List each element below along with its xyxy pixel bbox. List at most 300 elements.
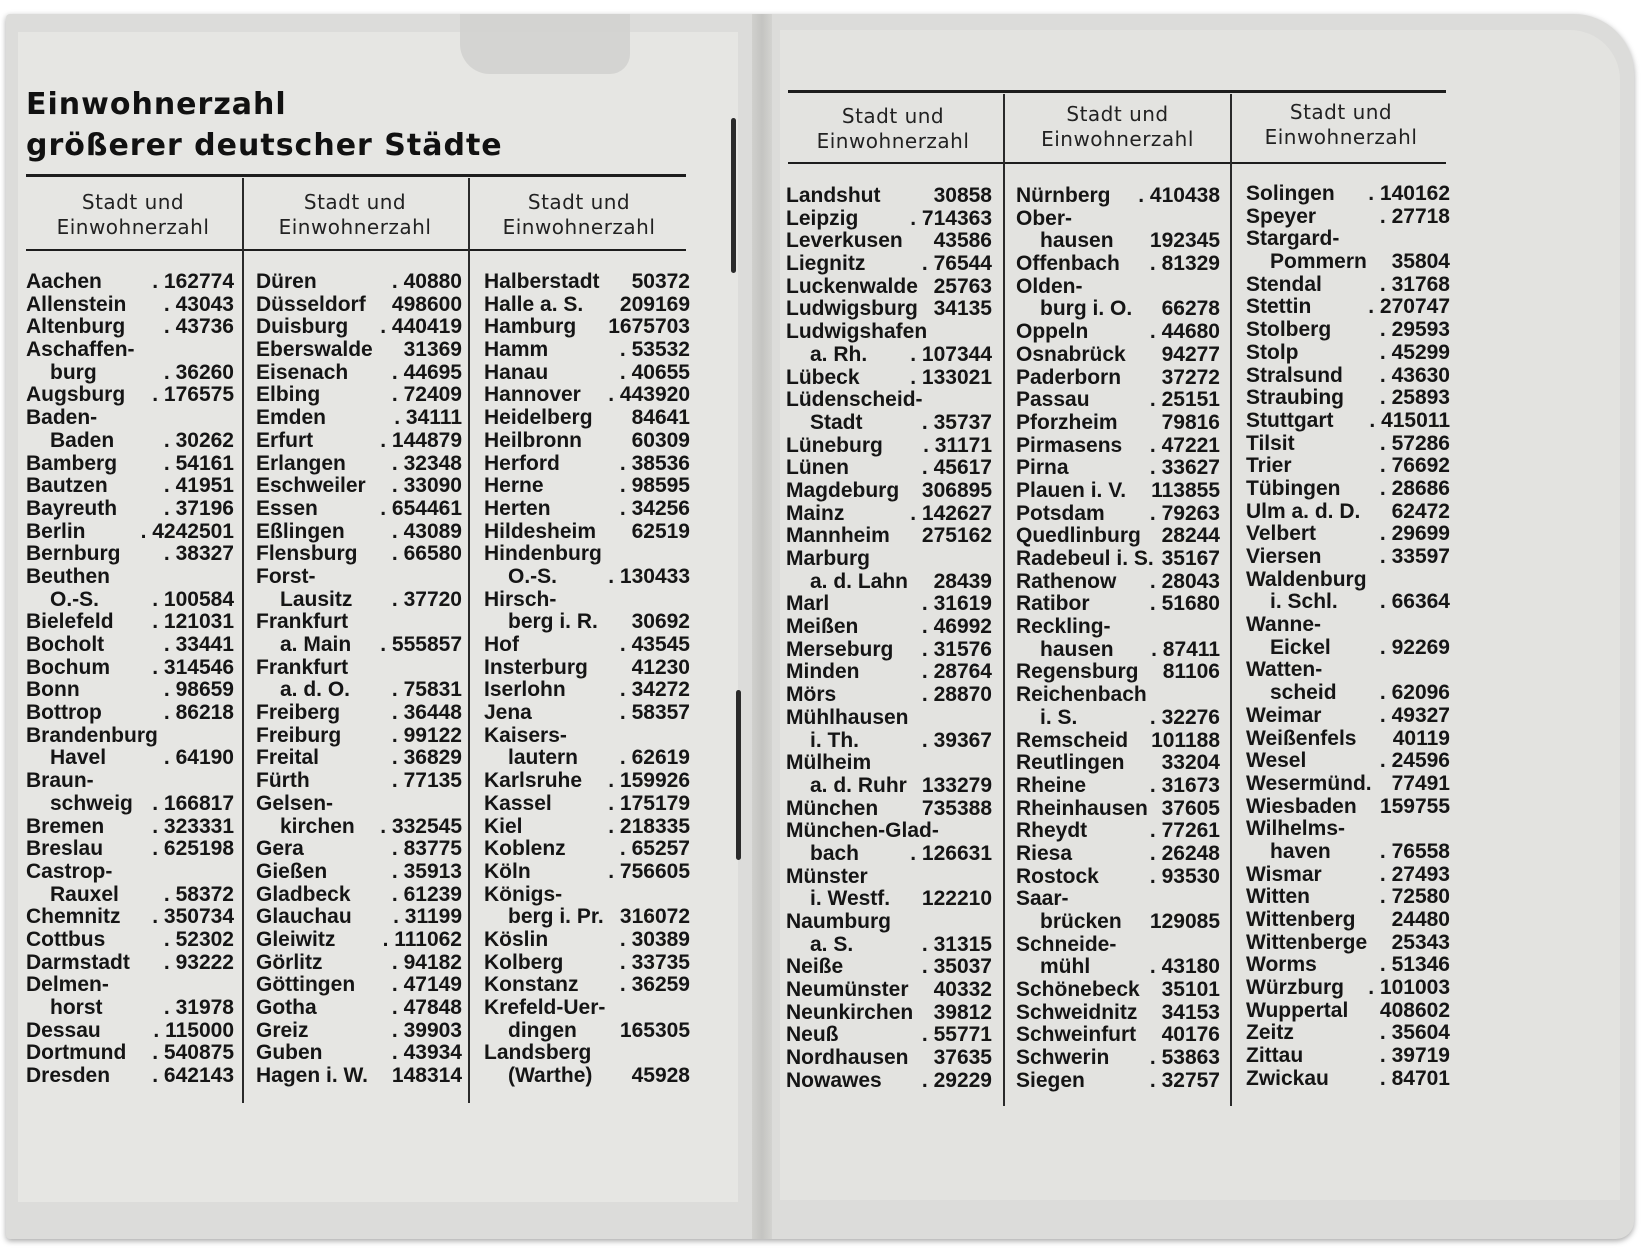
- population-value: . 218335: [608, 814, 690, 838]
- table-row: [26, 498, 234, 521]
- population-value: . 28764: [921, 660, 992, 684]
- population-value: . 332545: [380, 814, 462, 838]
- city-name: kirchen: [280, 814, 355, 838]
- population-value: . 30389: [619, 927, 690, 951]
- population-value: . 25893: [1379, 386, 1450, 410]
- population-value: . 53863: [1149, 1046, 1220, 1070]
- population-value: . 98659: [163, 678, 234, 702]
- city-name: Halle a. S.: [484, 292, 584, 316]
- city-name: Wanne-: [1246, 613, 1322, 637]
- population-value: 45928: [631, 1064, 690, 1088]
- table-row: [1246, 342, 1450, 365]
- city-name: Delmen-: [26, 973, 109, 997]
- table-row: [1246, 614, 1450, 637]
- city-name: Eberswalde: [256, 338, 373, 362]
- city-name: burg i. O.: [1040, 297, 1133, 321]
- city-name: Bautzen: [26, 474, 108, 498]
- table-row: [256, 384, 462, 407]
- city-name: Kiel: [484, 814, 523, 838]
- population-value: . 133021: [910, 365, 992, 389]
- city-name: Glauchau: [256, 905, 352, 929]
- table-row: [256, 884, 462, 907]
- table-row: [1246, 1022, 1450, 1045]
- header-line-2: Einwohnerzahl: [1041, 127, 1194, 151]
- table-row: [484, 861, 690, 884]
- table-row: [1246, 909, 1450, 932]
- population-value: . 52302: [163, 927, 234, 951]
- city-name: Riesa: [1016, 841, 1073, 865]
- population-value: . 176575: [152, 383, 234, 407]
- population-value: . 57286: [1379, 431, 1450, 455]
- table-row: [1246, 841, 1450, 864]
- city-name: Aschaffen-: [26, 338, 135, 362]
- city-name: Mannheim: [786, 524, 890, 548]
- population-value: 28244: [1161, 524, 1220, 548]
- population-value: . 33735: [619, 950, 690, 974]
- table-row: [786, 911, 992, 934]
- population-value: . 43736: [163, 315, 234, 339]
- city-name: Castrop-: [26, 859, 113, 883]
- population-value: 62472: [1391, 499, 1450, 523]
- city-name: Fürth: [256, 769, 310, 793]
- city-name: hausen: [1040, 229, 1114, 253]
- table-row: [786, 1024, 992, 1047]
- city-name: Gera: [256, 837, 304, 861]
- table-row: [256, 1065, 462, 1088]
- population-value: . 75831: [391, 678, 462, 702]
- table-row: [256, 589, 462, 612]
- header-line-2: Einwohnerzahl: [56, 215, 210, 239]
- city-name: Frankfurt: [256, 610, 349, 634]
- city-name: Mülheim: [786, 751, 872, 775]
- population-value: . 38327: [163, 542, 234, 566]
- table-row: [484, 816, 690, 839]
- table-row: [256, 475, 462, 498]
- population-value: 192345: [1149, 229, 1220, 253]
- city-name: Radebeul i. S.: [1016, 547, 1154, 570]
- population-value: 159755: [1379, 794, 1450, 818]
- city-name: Minden: [786, 660, 860, 684]
- city-name: Lüdenscheid-: [786, 388, 923, 412]
- population-value: . 62619: [619, 746, 690, 770]
- city-name: a. d. Lahn: [810, 569, 909, 593]
- table-row: [484, 906, 690, 929]
- population-value: . 714363: [910, 206, 992, 230]
- population-value: . 36448: [391, 701, 462, 725]
- table-row: [1016, 525, 1220, 548]
- population-value: . 77261: [1149, 819, 1220, 843]
- title-line-2: größerer deutscher Städte: [26, 128, 503, 163]
- city-name: Saar-: [1016, 887, 1069, 911]
- population-value: . 83775: [391, 837, 462, 861]
- header-line-1: Stadt und: [1289, 100, 1393, 124]
- population-value: . 28870: [921, 683, 992, 707]
- population-value: . 99122: [391, 723, 462, 747]
- table-row: [26, 747, 234, 770]
- population-value: . 270747: [1368, 295, 1450, 319]
- table-row: [26, 362, 234, 385]
- population-value: . 111062: [382, 927, 462, 951]
- population-value: . 31171: [923, 433, 992, 457]
- population-value: . 31199: [393, 905, 462, 929]
- table-row: [1016, 707, 1220, 730]
- city-name: Schweinfurt: [1016, 1023, 1137, 1047]
- population-value: 165305: [619, 1018, 690, 1042]
- population-value: . 72409: [391, 383, 462, 407]
- table-row: [1246, 954, 1450, 977]
- population-value: . 84701: [1379, 1066, 1450, 1090]
- city-name: Merseburg: [786, 637, 894, 661]
- city-name: Bernburg: [26, 542, 121, 566]
- city-name: Hamburg: [484, 315, 577, 339]
- city-name: Gladbeck: [256, 882, 351, 906]
- city-name: Regensburg: [1016, 660, 1139, 684]
- table-row: [26, 294, 234, 317]
- table-row: [26, 407, 234, 430]
- table-row: [26, 816, 234, 839]
- table-row: [786, 321, 992, 344]
- table-row: [1246, 523, 1450, 546]
- population-value: 33204: [1161, 751, 1220, 775]
- population-value: . 44695: [391, 360, 462, 384]
- table-row: [1016, 457, 1220, 480]
- population-value: . 39903: [391, 1018, 462, 1042]
- table-row: [484, 362, 690, 385]
- table-row: [1016, 1002, 1220, 1025]
- city-name: Nordhausen: [786, 1046, 909, 1070]
- population-value: . 33597: [1379, 545, 1450, 568]
- table-row: [256, 1042, 462, 1065]
- population-value: . 47221: [1149, 433, 1220, 457]
- table-row: [484, 453, 690, 476]
- table-row: [1246, 387, 1450, 410]
- table-row: [484, 952, 690, 975]
- city-name: Plauen i. V.: [1016, 478, 1127, 502]
- population-value: . 31673: [1149, 773, 1220, 797]
- city-name: Bonn: [26, 678, 80, 702]
- table-row: [786, 1047, 992, 1070]
- population-value: . 35737: [921, 410, 992, 434]
- city-name: Ludwigshafen: [786, 320, 928, 344]
- city-name: Köslin: [484, 927, 549, 951]
- population-value: . 100584: [152, 587, 234, 611]
- city-name: Königs-: [484, 882, 563, 906]
- population-value: . 24596: [1379, 749, 1450, 773]
- city-name: scheid: [1270, 681, 1337, 705]
- city-name: Stolp: [1246, 340, 1299, 364]
- table-row: [484, 974, 690, 997]
- city-name: Nowawes: [786, 1068, 882, 1092]
- city-name: Stolberg: [1246, 318, 1332, 342]
- city-name: Reichenbach: [1016, 683, 1147, 707]
- table-row: [256, 770, 462, 793]
- table-row: [1246, 886, 1450, 909]
- city-name: lautern: [508, 746, 579, 770]
- population-value: 113855: [1151, 478, 1220, 502]
- population-value: 40176: [1161, 1023, 1220, 1047]
- city-name: Forst-: [256, 564, 316, 588]
- city-name: Stettin: [1246, 295, 1312, 319]
- city-name: Mainz: [786, 501, 845, 525]
- table-row: [1246, 591, 1450, 614]
- table-row: [1246, 546, 1450, 569]
- city-name: Kaisers-: [484, 723, 567, 747]
- table-row: [1016, 866, 1220, 889]
- population-value: . 625198: [152, 837, 234, 861]
- table-row: [26, 861, 234, 884]
- table-row: [26, 657, 234, 680]
- header-line-2: Einwohnerzahl: [278, 215, 432, 239]
- population-value: 40332: [933, 978, 992, 1002]
- city-name: Offenbach: [1016, 252, 1120, 276]
- population-value: 148314: [391, 1064, 462, 1088]
- table-row: [1016, 1070, 1220, 1093]
- city-name: Lünen: [786, 456, 849, 480]
- city-name: i. Schl.: [1270, 590, 1338, 614]
- table-row: [26, 1020, 234, 1043]
- population-value: 40119: [1392, 726, 1450, 750]
- city-name: Rheydt: [1016, 819, 1088, 843]
- table-row: [256, 838, 462, 861]
- city-name: Eßlingen: [256, 519, 345, 543]
- city-name: Ludwigsburg: [786, 297, 918, 321]
- city-name: Gotha: [256, 996, 317, 1019]
- table-row: [256, 906, 462, 929]
- city-name: Velbert: [1246, 522, 1317, 546]
- population-value: . 43180: [1149, 955, 1220, 979]
- city-name: Wesermünd.: [1246, 771, 1372, 795]
- city-name: Bielefeld: [26, 610, 114, 634]
- city-name: Düren: [256, 270, 317, 293]
- book-spine: [752, 14, 772, 1239]
- table-row: [786, 707, 992, 730]
- population-value: . 35604: [1379, 1021, 1450, 1045]
- city-name: Görlitz: [256, 950, 323, 974]
- table-row: [26, 702, 234, 725]
- city-name: Cottbus: [26, 927, 106, 951]
- table-row: [484, 521, 690, 544]
- table-row: [1246, 773, 1450, 796]
- city-name: Stadt: [810, 410, 863, 434]
- table-row: [1016, 798, 1220, 821]
- population-value: . 31768: [1379, 272, 1450, 296]
- population-value: . 32276: [1149, 705, 1220, 729]
- city-name: Altenburg: [26, 315, 126, 339]
- table-row: [1016, 435, 1220, 458]
- city-name: schweig: [50, 791, 133, 815]
- population-value: . 415011: [1369, 408, 1450, 432]
- title-line-1: Einwohnerzahl: [26, 87, 287, 122]
- table-row: [786, 934, 992, 957]
- table-row: [786, 730, 992, 753]
- population-value: 41230: [631, 655, 690, 679]
- city-name: Waldenburg: [1246, 567, 1367, 591]
- table-row: [786, 389, 992, 412]
- city-name: Pirmasens: [1016, 433, 1123, 457]
- population-value: 50372: [631, 270, 690, 293]
- city-name: a. S.: [810, 932, 854, 956]
- table-row: [26, 566, 234, 589]
- column-header: [1236, 100, 1446, 150]
- city-name: Herford: [484, 451, 560, 475]
- population-value: . 115000: [153, 1018, 234, 1042]
- population-value: . 43545: [619, 633, 690, 656]
- city-name: Brandenburg: [26, 723, 158, 747]
- table-row: [1246, 433, 1450, 456]
- population-value: . 54161: [163, 451, 234, 475]
- table-row: [1016, 616, 1220, 639]
- city-name: Bocholt: [26, 633, 105, 656]
- table-row: [484, 679, 690, 702]
- population-value: . 101003: [1368, 976, 1450, 1000]
- table-row: [1016, 208, 1220, 231]
- population-value: . 86218: [163, 701, 234, 725]
- table-row: [484, 475, 690, 498]
- city-name: Ratibor: [1016, 592, 1090, 616]
- population-value: 30692: [631, 610, 690, 634]
- population-value: . 32348: [391, 451, 462, 475]
- table-row: [26, 339, 234, 362]
- table-row: [26, 906, 234, 929]
- city-name: Baden-: [26, 406, 98, 430]
- table-row: [786, 503, 992, 526]
- table-row: [1246, 319, 1450, 342]
- table-row: [786, 979, 992, 1002]
- city-name: Freiburg: [256, 723, 342, 747]
- city-name: Schneide-: [1016, 932, 1117, 956]
- population-value: . 79263: [1149, 501, 1220, 525]
- city-name: Bremen: [26, 814, 105, 838]
- table-row: [786, 1070, 992, 1093]
- population-value: . 175179: [608, 791, 690, 815]
- city-name: Mühlhausen: [786, 705, 909, 729]
- table-row: [256, 543, 462, 566]
- table-row: [26, 997, 234, 1020]
- city-name: Iserlohn: [484, 678, 566, 702]
- table-row: [26, 929, 234, 952]
- table-row: [1246, 455, 1450, 478]
- population-value: . 45299: [1379, 340, 1450, 364]
- table-row: [256, 498, 462, 521]
- population-value: . 142627: [910, 501, 992, 525]
- population-value: . 51346: [1379, 953, 1450, 977]
- city-name: Erfurt: [256, 428, 314, 452]
- city-name: Greiz: [256, 1018, 309, 1042]
- population-value: 34135: [933, 297, 992, 321]
- city-name: Frankfurt: [256, 655, 349, 679]
- table-row: [484, 1042, 690, 1065]
- table-row: [1246, 1000, 1450, 1023]
- population-value: . 47149: [391, 973, 462, 997]
- city-name: Eschweiler: [256, 474, 366, 498]
- population-value: 498600: [391, 292, 462, 316]
- population-value: . 350734: [152, 905, 234, 929]
- table-row: [1016, 1024, 1220, 1047]
- table-row: [484, 407, 690, 430]
- city-name: O.-S.: [508, 564, 558, 588]
- population-value: . 49327: [1379, 703, 1450, 727]
- population-value: . 443920: [608, 383, 690, 407]
- table-row: [1016, 321, 1220, 344]
- table-row: [786, 775, 992, 798]
- city-name: Paderborn: [1016, 365, 1122, 389]
- city-name: Dessau: [26, 1018, 101, 1042]
- population-value: . 27718: [1379, 204, 1450, 228]
- city-name: Schönebeck: [1016, 978, 1140, 1002]
- city-name: bach: [810, 841, 860, 865]
- city-name: Freiberg: [256, 701, 341, 725]
- table-row: [1016, 775, 1220, 798]
- population-value: 129085: [1149, 910, 1220, 933]
- city-name: a. Main: [280, 633, 352, 656]
- population-value: 43586: [933, 229, 992, 253]
- table-row: [1016, 911, 1220, 934]
- table-row: [26, 952, 234, 975]
- population-value: . 33441: [163, 633, 234, 656]
- population-value: . 46992: [921, 615, 992, 639]
- city-name: Weimar: [1246, 703, 1322, 727]
- city-column-3: [484, 271, 690, 1088]
- table-row: [786, 820, 992, 843]
- city-name: Bottrop: [26, 701, 102, 725]
- city-name: Havel: [50, 746, 107, 770]
- population-value: . 43089: [391, 519, 462, 543]
- city-name: Kassel: [484, 791, 552, 815]
- table-row: [1246, 183, 1450, 206]
- city-name: Neiße: [786, 955, 844, 979]
- population-value: . 29229: [921, 1068, 992, 1092]
- city-name: Wismar: [1246, 862, 1322, 886]
- table-row: [26, 725, 234, 748]
- table-row: [1016, 684, 1220, 707]
- city-name: mühl: [1040, 955, 1091, 979]
- table-row: [484, 498, 690, 521]
- population-value: 30858: [933, 184, 992, 207]
- header-line-2: Einwohnerzahl: [816, 129, 970, 153]
- city-column-5: [1016, 185, 1220, 1093]
- table-row: [484, 725, 690, 748]
- city-name: Dresden: [26, 1064, 111, 1088]
- city-name: Flensburg: [256, 542, 358, 566]
- city-name: Allenstein: [26, 292, 127, 316]
- city-name: Göttingen: [256, 973, 356, 997]
- population-value: . 61239: [391, 882, 462, 906]
- table-row: [786, 956, 992, 979]
- left-header-rule: [26, 249, 686, 251]
- table-row: [786, 1002, 992, 1025]
- city-name: Freital: [256, 746, 320, 770]
- table-row: [484, 566, 690, 589]
- population-value: . 642143: [152, 1064, 234, 1088]
- table-row: [256, 362, 462, 385]
- city-name: Elbing: [256, 383, 321, 407]
- population-value: 60309: [631, 428, 690, 452]
- table-row: [484, 770, 690, 793]
- population-value: . 34111: [394, 406, 462, 430]
- table-row: [484, 793, 690, 816]
- header-line-1: Stadt und: [81, 190, 185, 214]
- city-name: Wiesbaden: [1246, 794, 1357, 818]
- population-value: . 162774: [152, 270, 234, 293]
- table-row: [1246, 864, 1450, 887]
- city-name: Pirna: [1016, 456, 1069, 480]
- population-value: . 58357: [619, 701, 690, 725]
- city-name: Wittenberge: [1246, 930, 1368, 954]
- table-row: [786, 684, 992, 707]
- city-name: Essen: [256, 496, 318, 520]
- city-name: Magdeburg: [786, 478, 900, 502]
- population-value: . 323331: [152, 814, 234, 838]
